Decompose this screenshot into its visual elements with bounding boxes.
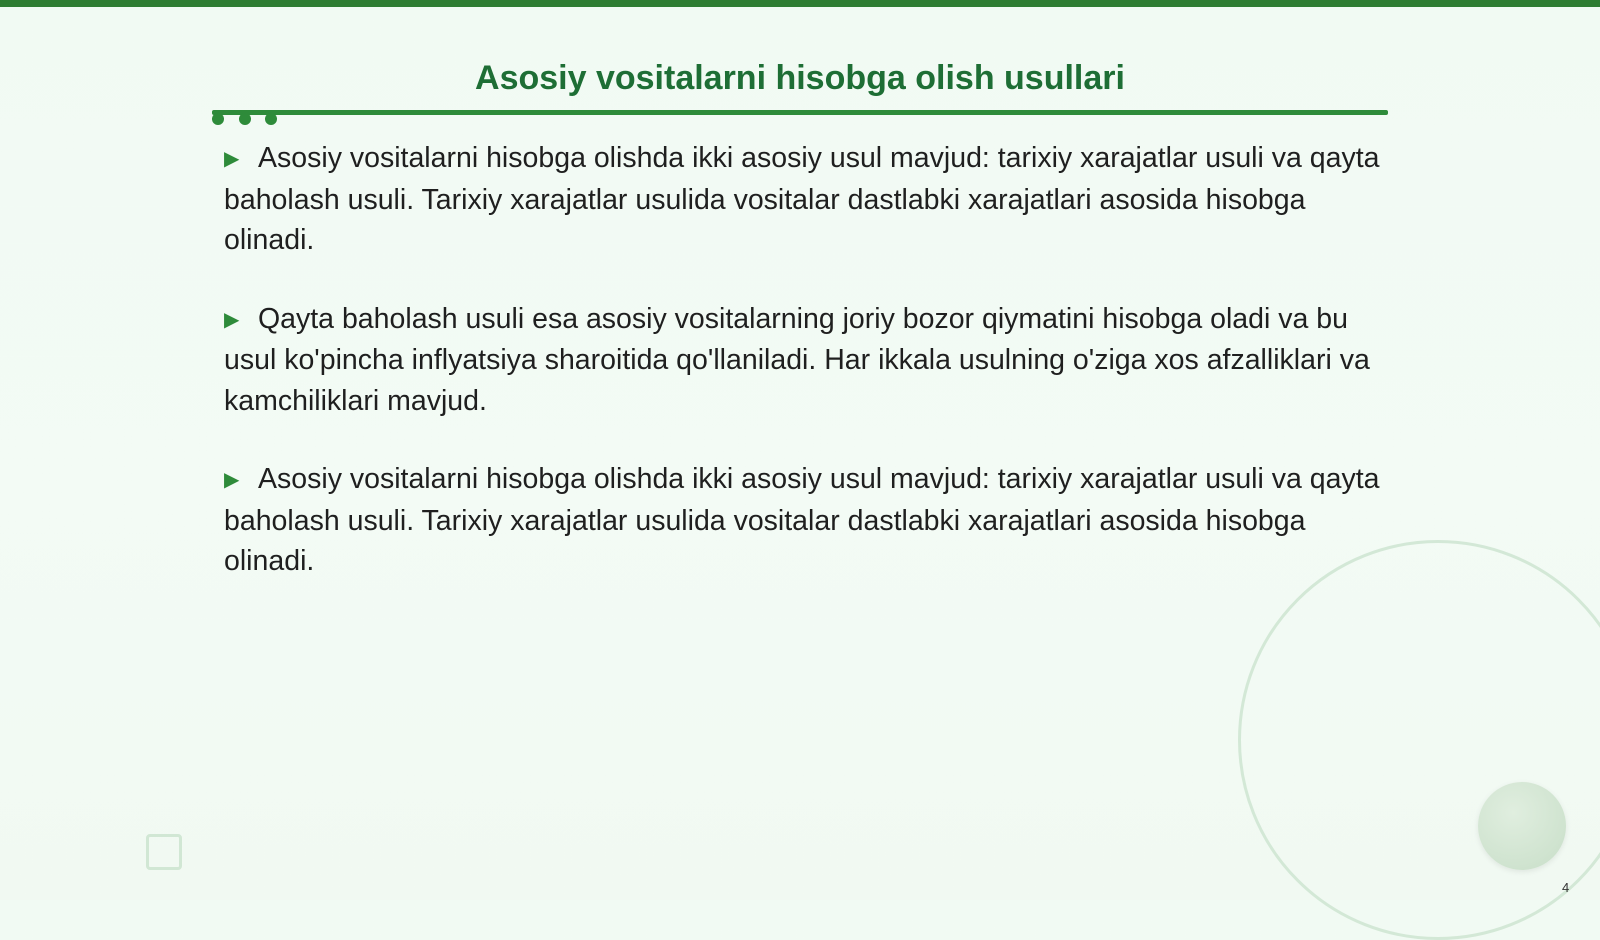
- page-number: 4: [1562, 880, 1570, 895]
- bullet-item-1: [224, 138, 1394, 261]
- triangle-bullet-icon: ▶: [224, 469, 240, 491]
- triangle-bullet-icon: ▶: [224, 148, 240, 170]
- bullet-text-1: Asosiy vositalarni hisobga olishda ikki asosiy usul mavjud: tarixiy xarajatlar usuli va qayta baholash usuli. Tarixiy xarajatlar usulida vositalar dastlabki xarajatlari asosida hisobga olinadi.: [224, 142, 1380, 256]
- decorative-dot-3: [265, 113, 277, 125]
- title-underline: [212, 110, 1388, 115]
- decorative-circle: [1478, 782, 1566, 870]
- bullet-text-3: Asosiy vositalarni hisobga olishda ikki asosiy usul mavjud: tarixiy xarajatlar usuli va qayta baholash usuli. Tarixiy xarajatlar usulida vositalar dastlabki xarajatlari asosida hisobga olinadi.: [224, 463, 1380, 577]
- triangle-bullet-icon: ▶: [224, 308, 240, 331]
- bullet-item-2: [224, 299, 1394, 422]
- bullet-list: [224, 138, 1394, 620]
- decorative-dot-1: [212, 113, 224, 125]
- decorative-square: [146, 834, 182, 870]
- bullet-item-3: [224, 459, 1394, 582]
- bullet-text-2: Qayta baholash usuli esa asosiy vositalarning joriy bozor qiymatini hisobga oladi va bu usul ko'pincha inflyatsiya sharoitida qo'llaniladi. Har ikkala usulning o'ziga xos afzalliklari va kamchiliklari mavjud.: [224, 302, 1370, 417]
- decorative-dot-2: [239, 113, 251, 125]
- top-accent-bar: [0, 0, 1600, 7]
- slide-title: Asosiy vositalarni hisobga olish usullari: [475, 59, 1125, 97]
